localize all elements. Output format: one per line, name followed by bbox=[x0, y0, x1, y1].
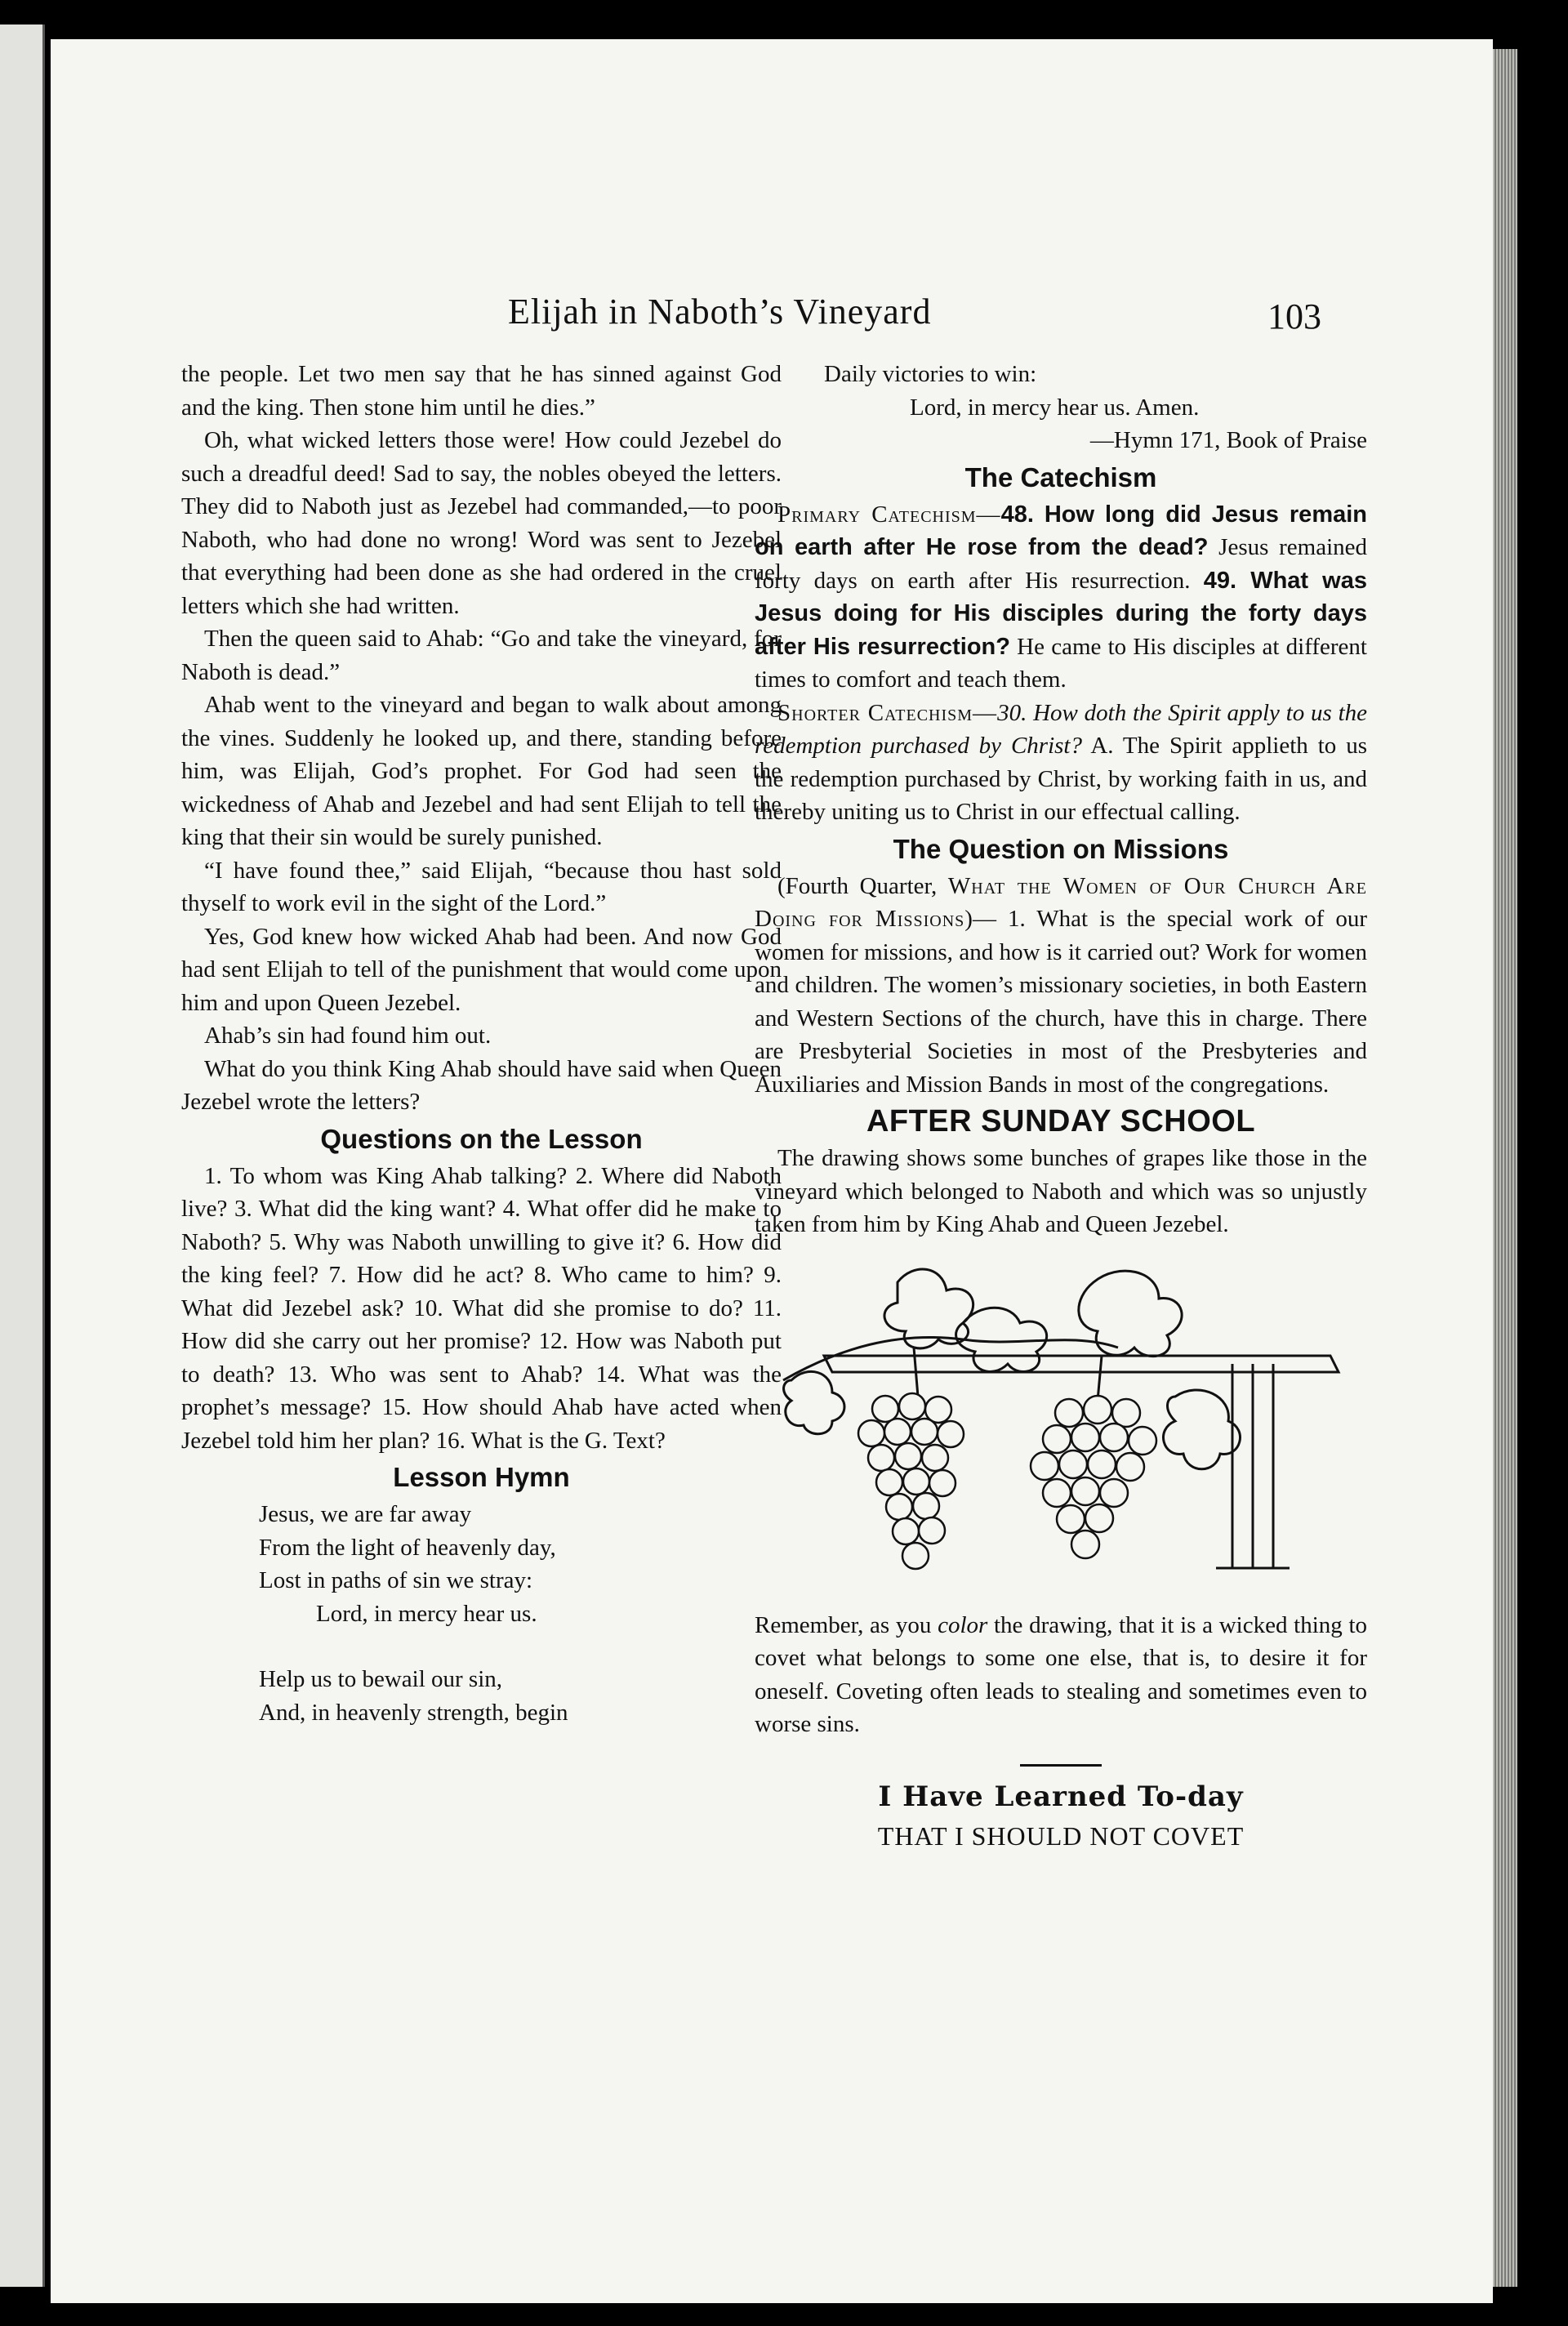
grapes-drawing bbox=[775, 1258, 1347, 1601]
catechism-question: 30. How doth the Spirit apply to us the redemption purchased by Christ? bbox=[755, 699, 1367, 759]
page-stack-edge bbox=[1493, 49, 1517, 2287]
hymn-line: Jesus, we are far away bbox=[259, 1501, 472, 1527]
story-paragraph: Yes, God knew how wicked Ahab had been. And now God had sent Elijah to tell of the punishment that would come upon him and upon Queen Jezebel. bbox=[181, 923, 782, 1016]
catechism-question: 48. How long did Jesus remain on earth after He rose from the dead? bbox=[755, 501, 1367, 560]
questions-heading: Questions on the Lesson bbox=[320, 1123, 643, 1154]
primary-label: Primary Catechism— bbox=[777, 501, 1001, 528]
divider-rule bbox=[1020, 1764, 1102, 1767]
hymn-line: From the light of heavenly day, bbox=[259, 1534, 556, 1561]
remember-a: Remember, as you bbox=[755, 1611, 938, 1638]
learned-heading: I Have Learned To-day bbox=[878, 1780, 1244, 1813]
running-head bbox=[51, 284, 1493, 341]
missions-text: 1. What is the special work of our women for missions, and how is it carried out? Work for women and children. The women’s missionary societies, in both Eastern and Western Sections of the church, have this in charge. There are Presbyterial Societies in most of the Presbyteries and Auxiliaries and Mission Bands in most of the congregations. bbox=[755, 906, 1368, 1098]
left-column bbox=[181, 358, 782, 1729]
grape-bunches bbox=[858, 1393, 1156, 1569]
remember-b: the drawing, that it is a wicked thing to covet what belongs to some one else, that is, to desire it for oneself. Coveting often leads to stealing and sometimes even to worse sins. bbox=[755, 1611, 1368, 1737]
hymn-line: Lord, in mercy hear us. Amen. bbox=[910, 394, 1200, 421]
hymn-line: Help us to bewail our sin, bbox=[259, 1666, 503, 1692]
catechism-answer: He came to His disciples at different times to comfort and teach them. bbox=[755, 633, 1367, 693]
catechism-answer: Jesus remained forty days on earth after His resurrection. bbox=[755, 534, 1367, 594]
catechism-answer: A. The Spirit applieth to us the redemption purchased by Christ, by working faith in us, and thereby uniting us to Christ in our effectual calling. bbox=[755, 733, 1367, 825]
running-title: Elijah in Naboth’s Vineyard bbox=[508, 292, 932, 332]
catechism-question: 49. What was Jesus doing for His disciples during the forty days after His resurrection? bbox=[755, 567, 1367, 660]
hymn-line: Lord, in mercy hear us. bbox=[316, 1600, 537, 1627]
shorter-catechism bbox=[755, 697, 1367, 829]
hymn-source: —Hymn 171, Book of Praise bbox=[1089, 427, 1367, 453]
hymn-line: Lost in paths of sin we stray: bbox=[259, 1567, 533, 1593]
hymn-heading: Lesson Hymn bbox=[393, 1462, 570, 1492]
missions-heading: The Question on Missions bbox=[893, 833, 1229, 864]
story-paragraph: Ahab went to the vineyard and began to walk about among the vines. Suddenly he looked up, and there, standing before him, was Elijah, God’s prophet. For God had seen the wickedness of Ahab and Jezebel and had sent Elijah to tell the king that their sin would be surely punished. bbox=[181, 692, 782, 850]
after-sunday-school-heading: AFTER SUNDAY SCHOOL bbox=[866, 1104, 1256, 1138]
missions-intro-a: (Fourth Quarter, bbox=[777, 872, 948, 899]
questions-text: 1. To whom was King Ahab talking? 2. Where did Naboth live? 3. What did the king want? 4. What offer did he make to Naboth? 5. Why was Naboth unwilling to give it? 6. How did the king feel? 7. How did he act? 8. Who came to him? 9. What did Jezebel ask? 10. What did she promise to do? 11. How did she carry out her promise? 12. How was Naboth put to death? 13. Who was sent to Ahab? 14. What was the prophet’s message? 15. How should Ahab have acted when Jezebel told him her plan? 16. What is the G. Text? bbox=[181, 1162, 782, 1454]
book-page bbox=[51, 39, 1493, 2303]
hymn-line: And, in heavenly strength, begin bbox=[259, 1699, 568, 1726]
stanza-gap bbox=[181, 1630, 782, 1663]
facing-page-edge bbox=[0, 25, 45, 2287]
right-column bbox=[755, 358, 1367, 1855]
hymn-line: Daily victories to win: bbox=[824, 361, 1037, 387]
story-paragraph: Then the queen said to Ahab: “Go and take the vineyard, for Naboth is dead.” bbox=[181, 626, 782, 685]
story-paragraph: Ahab’s sin had found him out. bbox=[204, 1023, 492, 1049]
missions-series: What the Women of Our Church Are Doing for Missions bbox=[755, 872, 1367, 932]
story-paragraph: What do you think King Ahab should have said when Queen Jezebel wrote the letters? bbox=[181, 1055, 782, 1115]
grapes-illustration bbox=[755, 1258, 1367, 1601]
primary-catechism bbox=[755, 498, 1367, 697]
remember-text bbox=[755, 1609, 1367, 1741]
missions-intro-b: )— bbox=[964, 906, 996, 932]
story-paragraph: “I have found thee,” said Elijah, “because thou hast sold thyself to work evil in the sight of the Lord.” bbox=[181, 857, 782, 916]
shorter-label: Shorter Catechism— bbox=[777, 699, 998, 726]
remember-italic: color bbox=[938, 1611, 988, 1638]
missions-intro bbox=[755, 870, 1367, 1102]
page-number: 103 bbox=[1267, 296, 1321, 336]
catechism-heading: The Catechism bbox=[964, 461, 1157, 492]
story-paragraph: the people. Let two men say that he has sinned against God and the king. Then stone him until he dies.” bbox=[181, 361, 782, 421]
after-text: The drawing shows some bunches of grapes like those in the vineyard which belonged to Naboth and which was so unjustly taken from him by King Ahab and Queen Jezebel. bbox=[755, 1145, 1367, 1237]
learned-text: THAT I SHOULD NOT COVET bbox=[877, 1820, 1245, 1851]
story-paragraph: Oh, what wicked letters those were! How could Jezebel do such a dreadful deed! Sad to say, the nobles obeyed the letters. They did to Naboth just as Jezebel had commanded,—to poor Naboth, who had done no wrong! Word was sent to Jezebel that everything had been done as she had ordered in the cruel letters which she had written. bbox=[181, 427, 782, 619]
